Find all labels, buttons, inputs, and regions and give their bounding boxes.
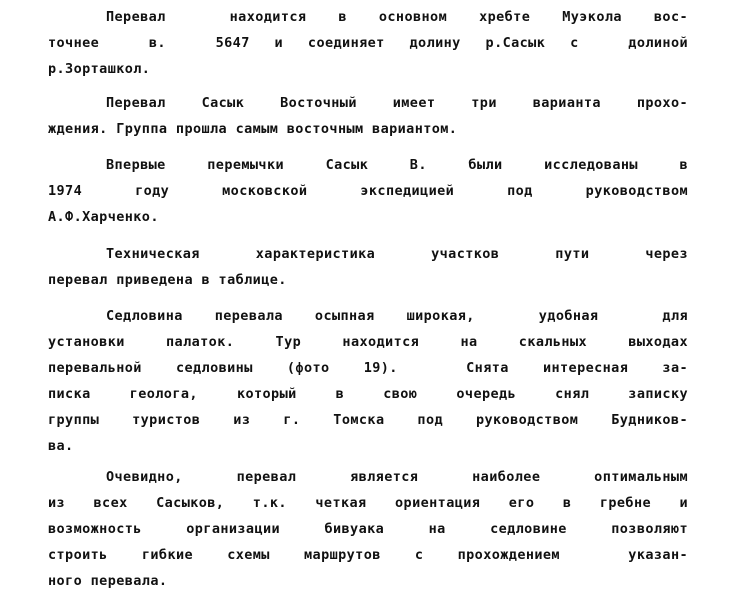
text-line: строить гибкие схемы маршрутов с прохождением указан- xyxy=(48,547,688,563)
text-line: Перевал находится в основном хребте Муэкола вос- xyxy=(106,9,688,25)
text-line: Техническая характеристика участков пути через xyxy=(106,246,688,262)
text-line: писка геолога, который в свою очередь снял записку xyxy=(48,386,688,402)
text-line: Перевал Сасык Восточный имеет три варианта прохо- xyxy=(106,95,688,111)
paragraph-6 xyxy=(48,464,688,594)
paragraph-5 xyxy=(48,303,688,459)
paragraph-2 xyxy=(48,90,688,142)
text-line: перевальной седловины (фото 19). Снята интересная за- xyxy=(48,360,688,376)
text-line: Очевидно, перевал является наиболее оптимальным xyxy=(106,469,688,485)
paragraph-1 xyxy=(48,4,688,82)
text-line: ва. xyxy=(48,438,74,454)
text-line: установки палаток. Тур находится на скальных выходах xyxy=(48,334,688,350)
paragraph-3 xyxy=(48,152,688,230)
text-line: А.Ф.Харченко. xyxy=(48,209,159,225)
text-line: группы туристов из г. Томска под руководством Будников- xyxy=(48,412,688,428)
text-line: р.Зорташкол. xyxy=(48,61,151,77)
text-line: перевал приведена в таблице. xyxy=(48,272,287,288)
text-line: ждения. Группа прошла самым восточным вариантом. xyxy=(48,121,458,137)
text-line: возможность организации бивуака на седловине позволяют xyxy=(48,521,688,537)
paragraph-4 xyxy=(48,241,688,293)
text-line: 1974 году московской экспедицией под руководством xyxy=(48,183,688,199)
text-line: ного перевала. xyxy=(48,573,168,589)
text-line: из всех Сасыков, т.к. четкая ориентация его в гребне и xyxy=(48,495,688,511)
text-line: точнее в. 5647 и соединяет долину р.Сасык с долиной xyxy=(48,35,688,51)
text-line: Впервые перемычки Сасык В. были исследованы в xyxy=(106,157,688,173)
text-line: Седловина перевала осыпная широкая, удобная для xyxy=(106,308,688,324)
